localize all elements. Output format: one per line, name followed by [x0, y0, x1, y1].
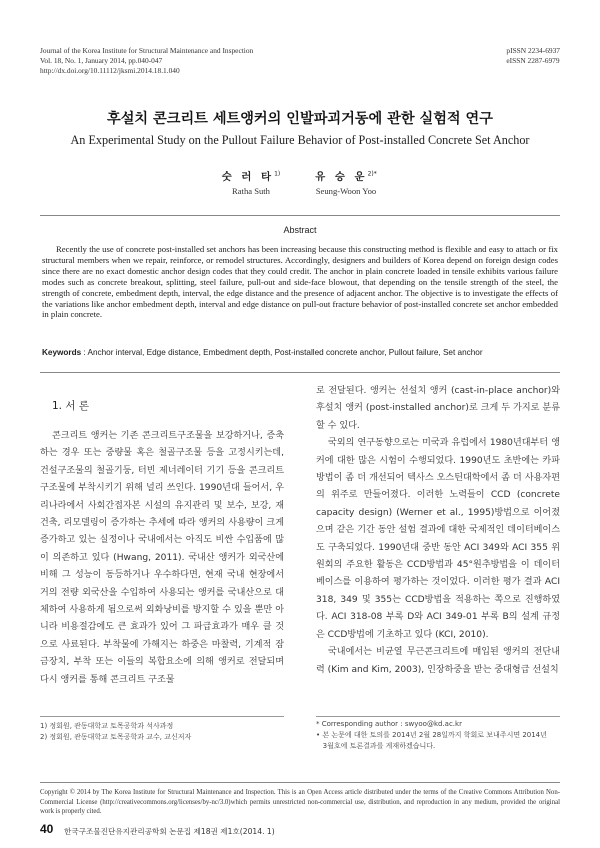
- author-1-name-en: Ratha Suth: [232, 186, 270, 196]
- abstract-text: Recently the use of concrete post-installed set anchors has been increasing because this constructing method is flexible and easy to attach or fix structural members when we repair, reinforce, or remodel structures. Accordingly, designers and builders of Korea depend on foreign design codes since there are no exact domestic anchor design codes that they could credit. The anchor in plain concrete loaded in tensile exhibits various failure modes such as concrete breakout, splitting, steel failure, pull-out and side-face blowout, that depending on the tensile strength of the steel, the strength of concrete, embedment depth, interval, the edge distance and the presence of adjacent anchor. The objective is to investigate the effects of the variations like anchor embedment depth, interval and edge distance on pull-out fracture behavior of post-installed concrete set anchor embedded in plain concrete.: [42, 244, 558, 320]
- body-column-left: [40, 428, 284, 689]
- paragraph: 국외의 연구동향으로는 미국과 유럽에서 1980년대부터 앵커에 대한 많은 시험이 수행되었다. 1990년도 초반에는 카파방법이 좀 더 개선되어 텍사스 오스틴대학에서 좀 더 사용자편의 위주로 만들어졌다. 이러한 노력들이 CCD (concrete capacity design) (Werner et al., 1995)방법으로 이어졌으며 같은 기간 동안 설험 결과에 대한 국제적인 데이터베이스도 구축되었다. 1990년대 중반 동안 ACI 349와 ACI 355 위원회의 주요한 활동은 CCD방법과 45°원추방법을 이 데이터베이스를 이용하여 평가하는 것이었다. 이러한 평가 결과 ACI 318, 349 및 355는 CCD방법을 적용하는 쪽으로 진행하였다. ACI 318-08 부록 D와 ACI 349-01 부록 B의 설계 규정은 CCD방법에 기초하고 있다 (KCI, 2010).: [316, 438, 560, 640]
- footnotes-left: [40, 721, 284, 743]
- journal-volume: Vol. 18, No. 1, January 2014, pp.040-047: [40, 56, 163, 65]
- author-2-mark: 2)*: [367, 170, 377, 178]
- body-column-right: [316, 383, 560, 679]
- copyright-rule: [40, 782, 560, 783]
- eissn: eISSN 2287-6979: [506, 56, 560, 65]
- paragraph: 콘크리트 앵커는 기존 콘크리트구조물을 보강하거나, 증축하는 경우 또는 중량물 혹은 철골구조물 등을 고정시키는데, 건설구조물의 철골기둥, 터빈 제너레이터 기기 등을 콘크리트 구조물에 부착시키기 위해 널리 쓰인다. 1990년대 들어서, 우리나라에서 사회간접자본 시설의 유지관리 및 보수, 보강, 재건축, 리모델링이 증가하는 추세에 따라 앵커의 사용량이 크게 증가하고 있는 실정이나 국내에서는 아직도 비싼 수입품에 많이 의존하고 있다 (Hwang, 2011). 국내산 앵커가 외국산에 비해 그 성능이 동등하거나 우수하다면, 현재 국내 현장에서 거의 전량 외국산을 수입하여 사용되는 앵커를 국내산으로 대체하여 사용하게 됨으로써 외화낭비를 방지할 수 있을 뿐만 아니라 비용절감에도 큰 효과가 있어 그 파급효과가 매우 클 것으로 사료된다. 부착물에 가해지는 하중은 마찰력, 기계적 잠금장치, 부착 또는 이들의 복합요소에 의해 앵커로 전달되며 다시 앵커를 통해 콘크리트 구조물: [40, 431, 284, 685]
- section-heading-intro: 1. 서 론: [52, 400, 89, 412]
- title-korean: 후설치 콘크리트 세트앵커의 인발파괴거동에 관한 실험적 연구: [107, 111, 493, 127]
- title-english: An Experimental Study on the Pullout Failure Behavior of Post-installed Concrete Set Anchor: [70, 133, 530, 147]
- footnote: 1) 정회원, 관동대학교 토목공학과 석사과정: [40, 722, 174, 730]
- keywords-label: Keywords: [42, 348, 82, 357]
- author-1-name-ko: 숫 러 타: [221, 171, 275, 183]
- author-1: [216, 168, 286, 196]
- abstract-heading: Abstract: [283, 225, 317, 235]
- footnotes-right: [316, 719, 560, 752]
- journal-name-korean: 한국구조물진단유지관리공학회 논문집 제18권 제1호(2014. 1): [64, 827, 275, 836]
- journal-name: Journal of the Korea Institute for Structural Maintenance and Inspection: [40, 46, 254, 55]
- journal-header: [40, 46, 253, 76]
- keywords: [42, 348, 558, 357]
- pissn: pISSN 2234-6937: [506, 46, 560, 55]
- page-number: 40: [40, 822, 54, 836]
- footnote: 2) 정회원, 관동대학교 토목공학과 교수, 교신저자: [40, 733, 192, 741]
- copyright-notice: Copyright © 2014 by The Korea Institute for Structural Maintenance and Inspection. This is an Open Access article distributed under the terms of the Creative Commons Attribution Non-Commercial License (http://creativecommons.org/licenses/by-nc/3.0)which permits unrestricted non-commercial use, distribution, and reproduction in any medium, provided the original work is properly cited.: [40, 789, 560, 816]
- corresponding-author: * Corresponding author : swyoo@kd.ac.kr: [316, 720, 462, 728]
- paragraph: 로 전달된다. 앵커는 선설치 앵커 (cast-in-place anchor)와 후설치 앵커 (post-installed anchor)로 크게 두 가지로 분류할 수 있다.: [316, 386, 560, 431]
- footnote-rule-right: [316, 716, 560, 717]
- author-2-name-ko: 유 승 운: [315, 171, 368, 183]
- abstract-bottom-rule: [40, 372, 560, 373]
- issn-block: [506, 46, 560, 66]
- author-2: [296, 168, 396, 196]
- author-1-mark: 1): [274, 170, 281, 178]
- doi-link[interactable]: http://dx.doi.org/10.11112/jksmi.2014.18.1.040: [40, 66, 180, 75]
- abstract-top-rule: [40, 215, 560, 216]
- footnote-rule-left: [40, 716, 284, 717]
- paragraph: 국내에서는 비균열 무근콘크리트에 매입된 앵커의 전단내력 (Kim and Kim, 2003), 인장하중을 받는 중대형급 선설치: [316, 647, 560, 675]
- keywords-list: : Anchor interval, Edge distance, Embedment depth, Post-installed concrete anchor, Pullout failure, Set anchor: [81, 348, 483, 357]
- author-2-name-en: Seung-Woon Yoo: [315, 186, 377, 196]
- footnote: 3월호에 토론결과를 게재하겠습니다.: [316, 742, 436, 750]
- footnote: • 본 논문에 대한 토의를 2014년 2월 28일까지 학회로 보내주시면 2014년: [316, 731, 547, 739]
